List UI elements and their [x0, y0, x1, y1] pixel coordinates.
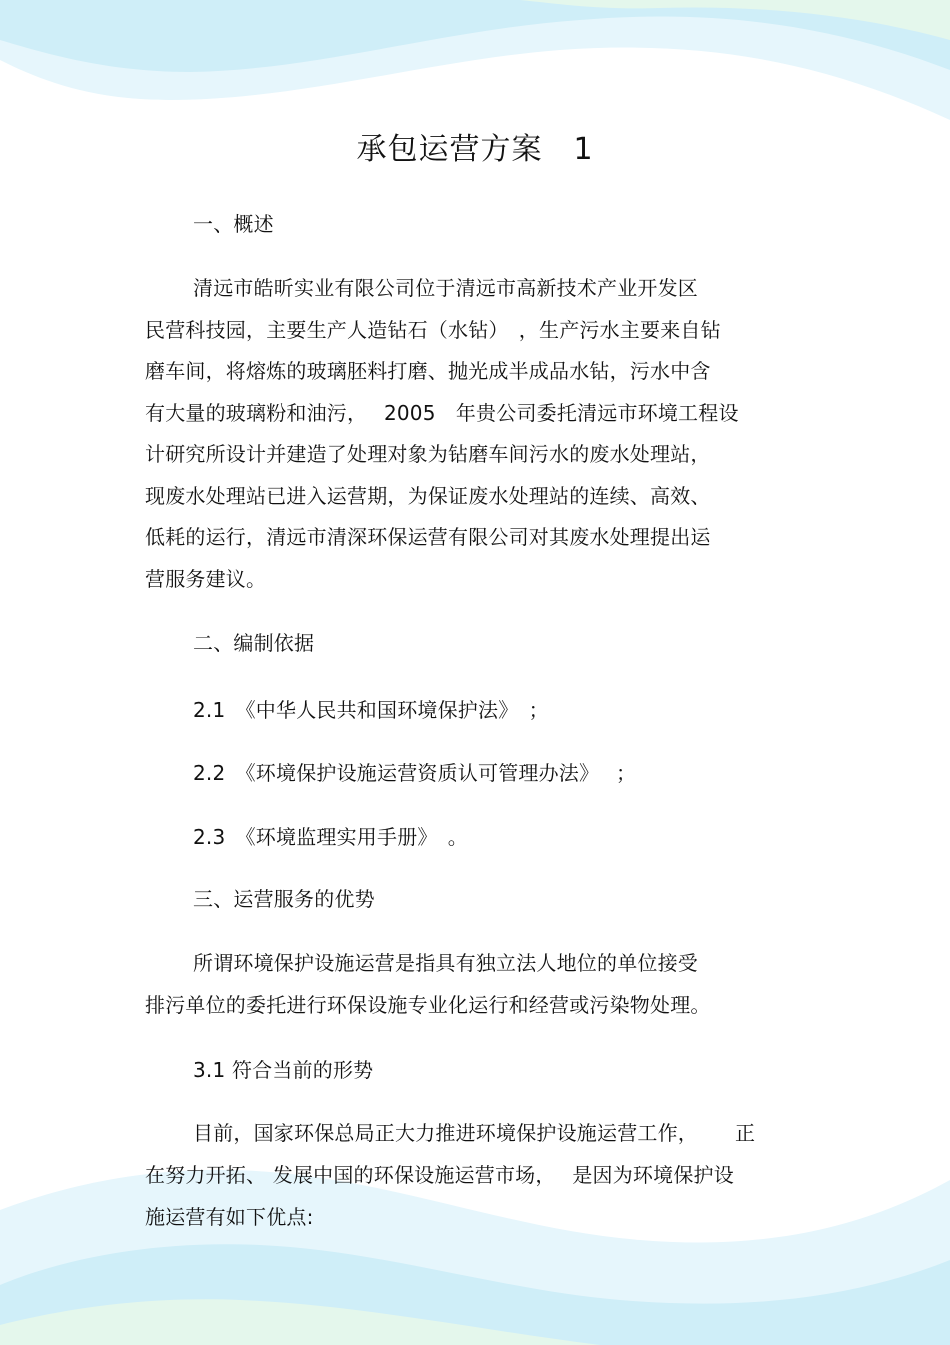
document-title: 承包运营方案 1 [356, 132, 594, 167]
paragraph-line: 在努力开拓、 发展中国的环保设施运营市场， 是因为环境保护设 [145, 1163, 734, 1187]
paragraph-line: 低耗的运行，清远市清深环保运营有限公司对其废水处理提出运 [145, 525, 711, 549]
paragraph-line: 排污单位的委托进行环保设施专业化运行和经营或污染物处理。 [145, 993, 711, 1017]
section-heading: 一、概述 [193, 212, 274, 236]
paragraph-line: 所谓环境保护设施运营是指具有独立法人地位的单位接受 [193, 951, 698, 975]
paragraph-line: 施运营有如下优点: [145, 1205, 314, 1229]
section-heading: 三、运营服务的优势 [193, 887, 375, 911]
subsection-heading: 3.1 符合当前的形势 [193, 1058, 374, 1082]
reference-item: 2.2 《环境保护设施运营资质认可管理办法》 ； [193, 761, 637, 785]
paragraph-line: 现废水处理站已进入运营期，为保证废水处理站的连续、高效、 [145, 484, 711, 508]
paragraph-line: 营服务建议。 [145, 567, 267, 591]
paragraph-line: 民营科技园，主要生产人造钻石（水钻） ，生产污水主要来自钻 [145, 318, 721, 342]
section-heading: 二、编制依据 [193, 631, 315, 655]
reference-item: 2.3 《环境监理实用手册》 。 [193, 825, 469, 849]
reference-item: 2.1 《中华人民共和国环境保护法》 ； [193, 698, 549, 722]
paragraph-line: 清远市皓昕实业有限公司位于清远市高新技术产业开发区 [193, 276, 698, 300]
paragraph-line: 磨车间，将熔炼的玻璃胚料打磨、抛光成半成品水钻，污水中含 [145, 359, 711, 383]
paragraph-line: 目前，国家环保总局正大力推进环境保护设施运营工作， 正 [193, 1121, 756, 1145]
paragraph-line: 有大量的玻璃粉和油污， 2005 年贵公司委托清远市环境工程设 [145, 401, 739, 425]
paragraph-line: 计研究所设计并建造了处理对象为钻磨车间污水的废水处理站， [145, 442, 711, 466]
